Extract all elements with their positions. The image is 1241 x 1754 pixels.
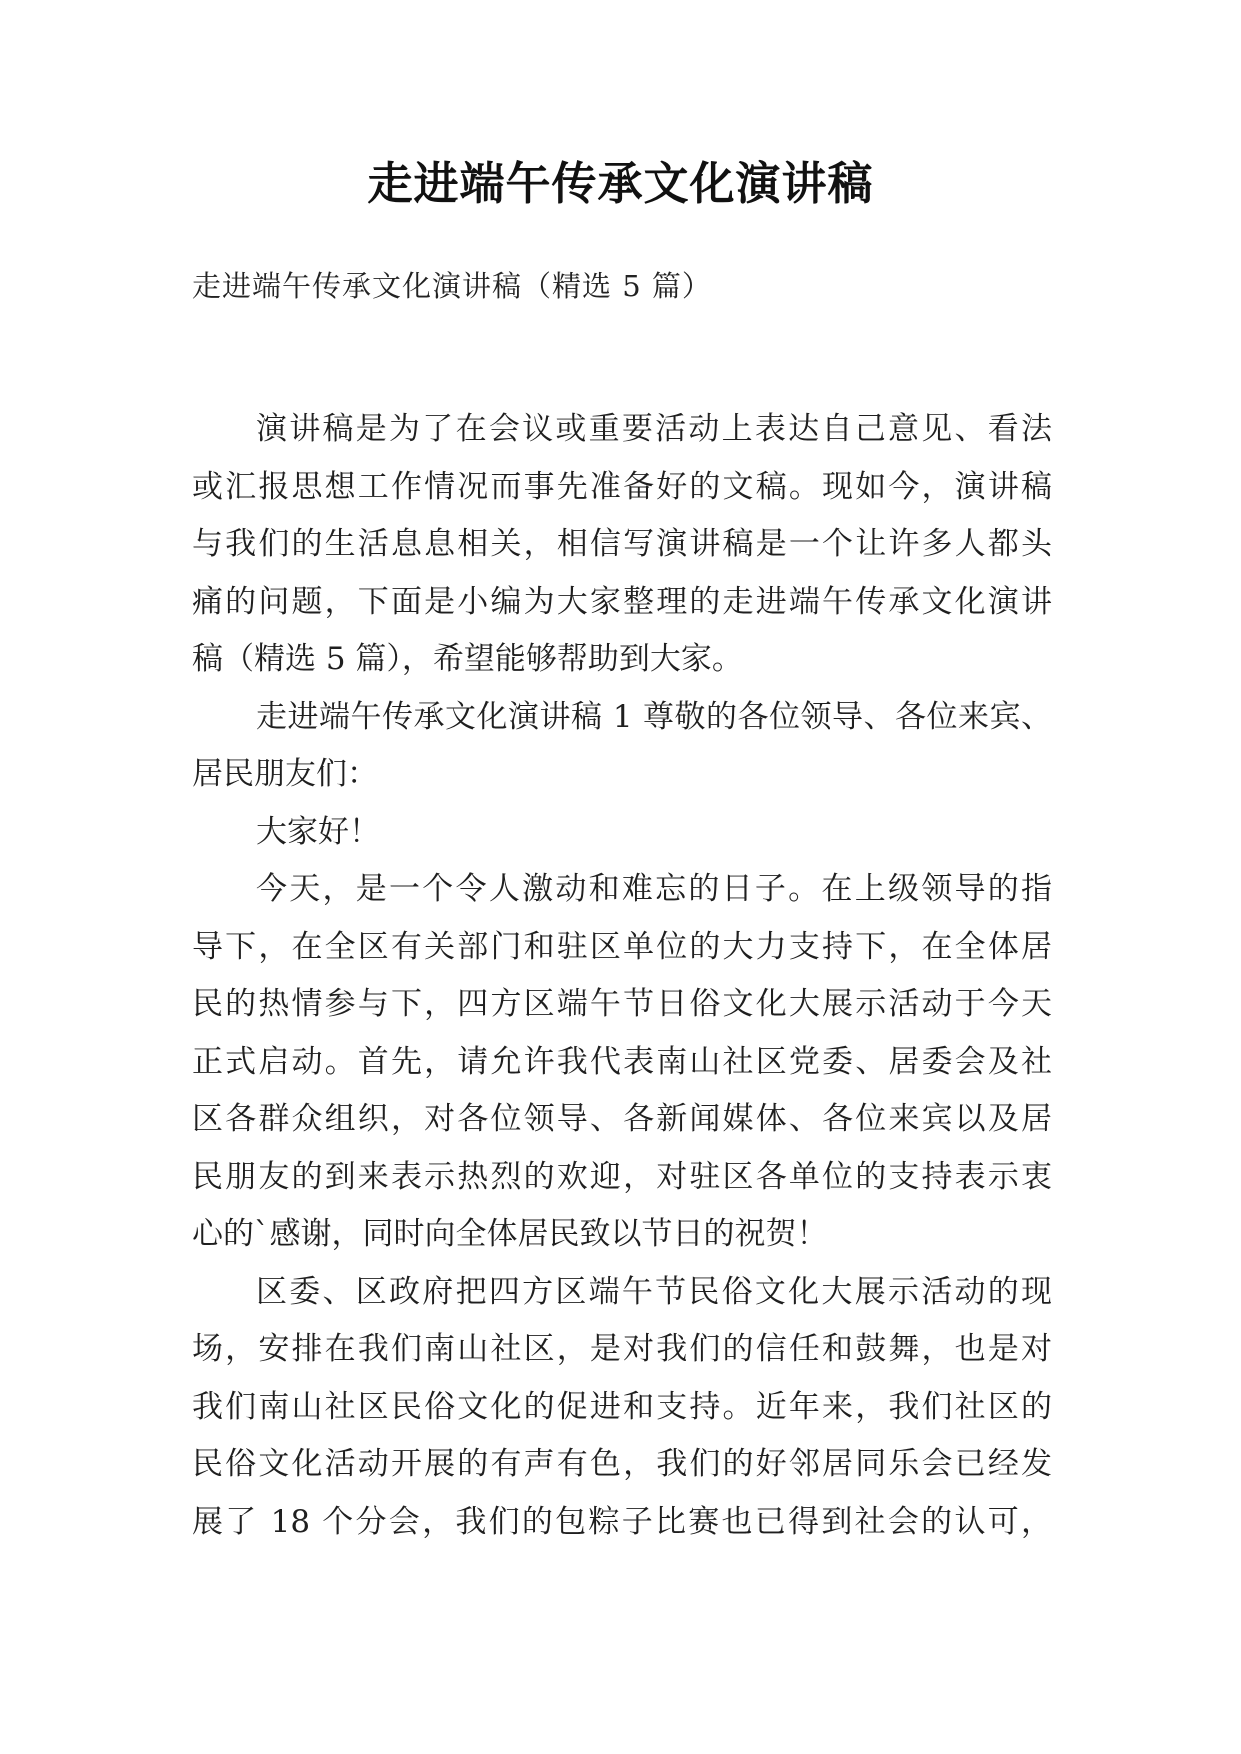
- text-line-content: 与我们的生活息息相关，相信写演讲稿是一个让许多人都头: [192, 526, 1052, 562]
- text-line-content: 稿（精选 5 篇），希望能够帮助到大家。: [192, 641, 743, 677]
- text-line-content: 痛的问题，下面是小编为大家整理的走进端午传承文化演讲: [192, 583, 1052, 620]
- text-line-content: 居民朋友们：: [192, 756, 378, 792]
- text-line: [192, 804, 1052, 862]
- text-line: [192, 1091, 1052, 1149]
- text-line-content: 走进端午传承文化演讲稿 1 尊敬的各位领导、各位来宾、: [256, 698, 1052, 735]
- text-line: [192, 459, 1052, 517]
- text-line: [192, 1436, 1052, 1494]
- text-line: [192, 1379, 1052, 1437]
- text-line-content: 区委、区政府把四方区端午节民俗文化大展示活动的现: [256, 1273, 1052, 1310]
- text-line: [192, 861, 1052, 919]
- text-line-content: 或汇报思想工作情况而事先准备好的文稿。现如今，演讲稿: [192, 468, 1052, 505]
- text-line-content: 导下，在全区有关部门和驻区单位的大力支持下，在全体居: [192, 928, 1052, 965]
- text-line: [192, 631, 1052, 689]
- text-line: [192, 1206, 1052, 1264]
- text-line: [192, 516, 1052, 574]
- text-line: [192, 1494, 1052, 1552]
- text-line: [192, 1034, 1052, 1092]
- text-line-content: 心的`感谢，同时向全体居民致以节日的祝贺！: [192, 1216, 828, 1252]
- text-line-content: 民朋友的到来表示热烈的欢迎，对驻区各单位的支持表示衷: [192, 1158, 1052, 1195]
- text-line: [192, 746, 1052, 804]
- text-line-content: 场，安排在我们南山社区，是对我们的信任和鼓舞，也是对: [192, 1331, 1052, 1367]
- text-line: [192, 689, 1052, 747]
- document-body: [192, 401, 1052, 1551]
- text-line: [192, 401, 1052, 459]
- text-line-content: 正式启动。首先，请允许我代表南山社区党委、居委会及社: [192, 1043, 1052, 1080]
- text-line: [192, 976, 1052, 1034]
- text-line-content: 我们南山社区民俗文化的促进和支持。近年来，我们社区的: [192, 1388, 1052, 1425]
- text-line: [192, 919, 1052, 977]
- text-line-content: 大家好！: [256, 813, 380, 850]
- document-title: 走进端午传承文化演讲稿: [367, 157, 874, 210]
- text-line-content: 演讲稿是为了在会议或重要活动上表达自己意见、看法: [256, 411, 1052, 447]
- text-line: [192, 1321, 1052, 1379]
- document-subtitle: 走进端午传承文化演讲稿（精选 5 篇）: [192, 269, 712, 303]
- text-line: [192, 574, 1052, 632]
- text-line-content: 民俗文化活动开展的有声有色，我们的好邻居同乐会已经发: [192, 1446, 1052, 1482]
- text-line: [192, 1149, 1052, 1207]
- text-line-content: 今天，是一个令人激动和难忘的日子。在上级领导的指: [256, 871, 1052, 907]
- text-line-content: 民的热情参与下，四方区端午节日俗文化大展示活动于今天: [192, 986, 1052, 1022]
- text-line-content: 区各群众组织，对各位领导、各新闻媒体、各位来宾以及居: [192, 1101, 1052, 1137]
- text-line: [192, 1264, 1052, 1322]
- text-line-content: 展了 18 个分会，我们的包粽子比赛也已得到社会的认可，: [192, 1503, 1052, 1540]
